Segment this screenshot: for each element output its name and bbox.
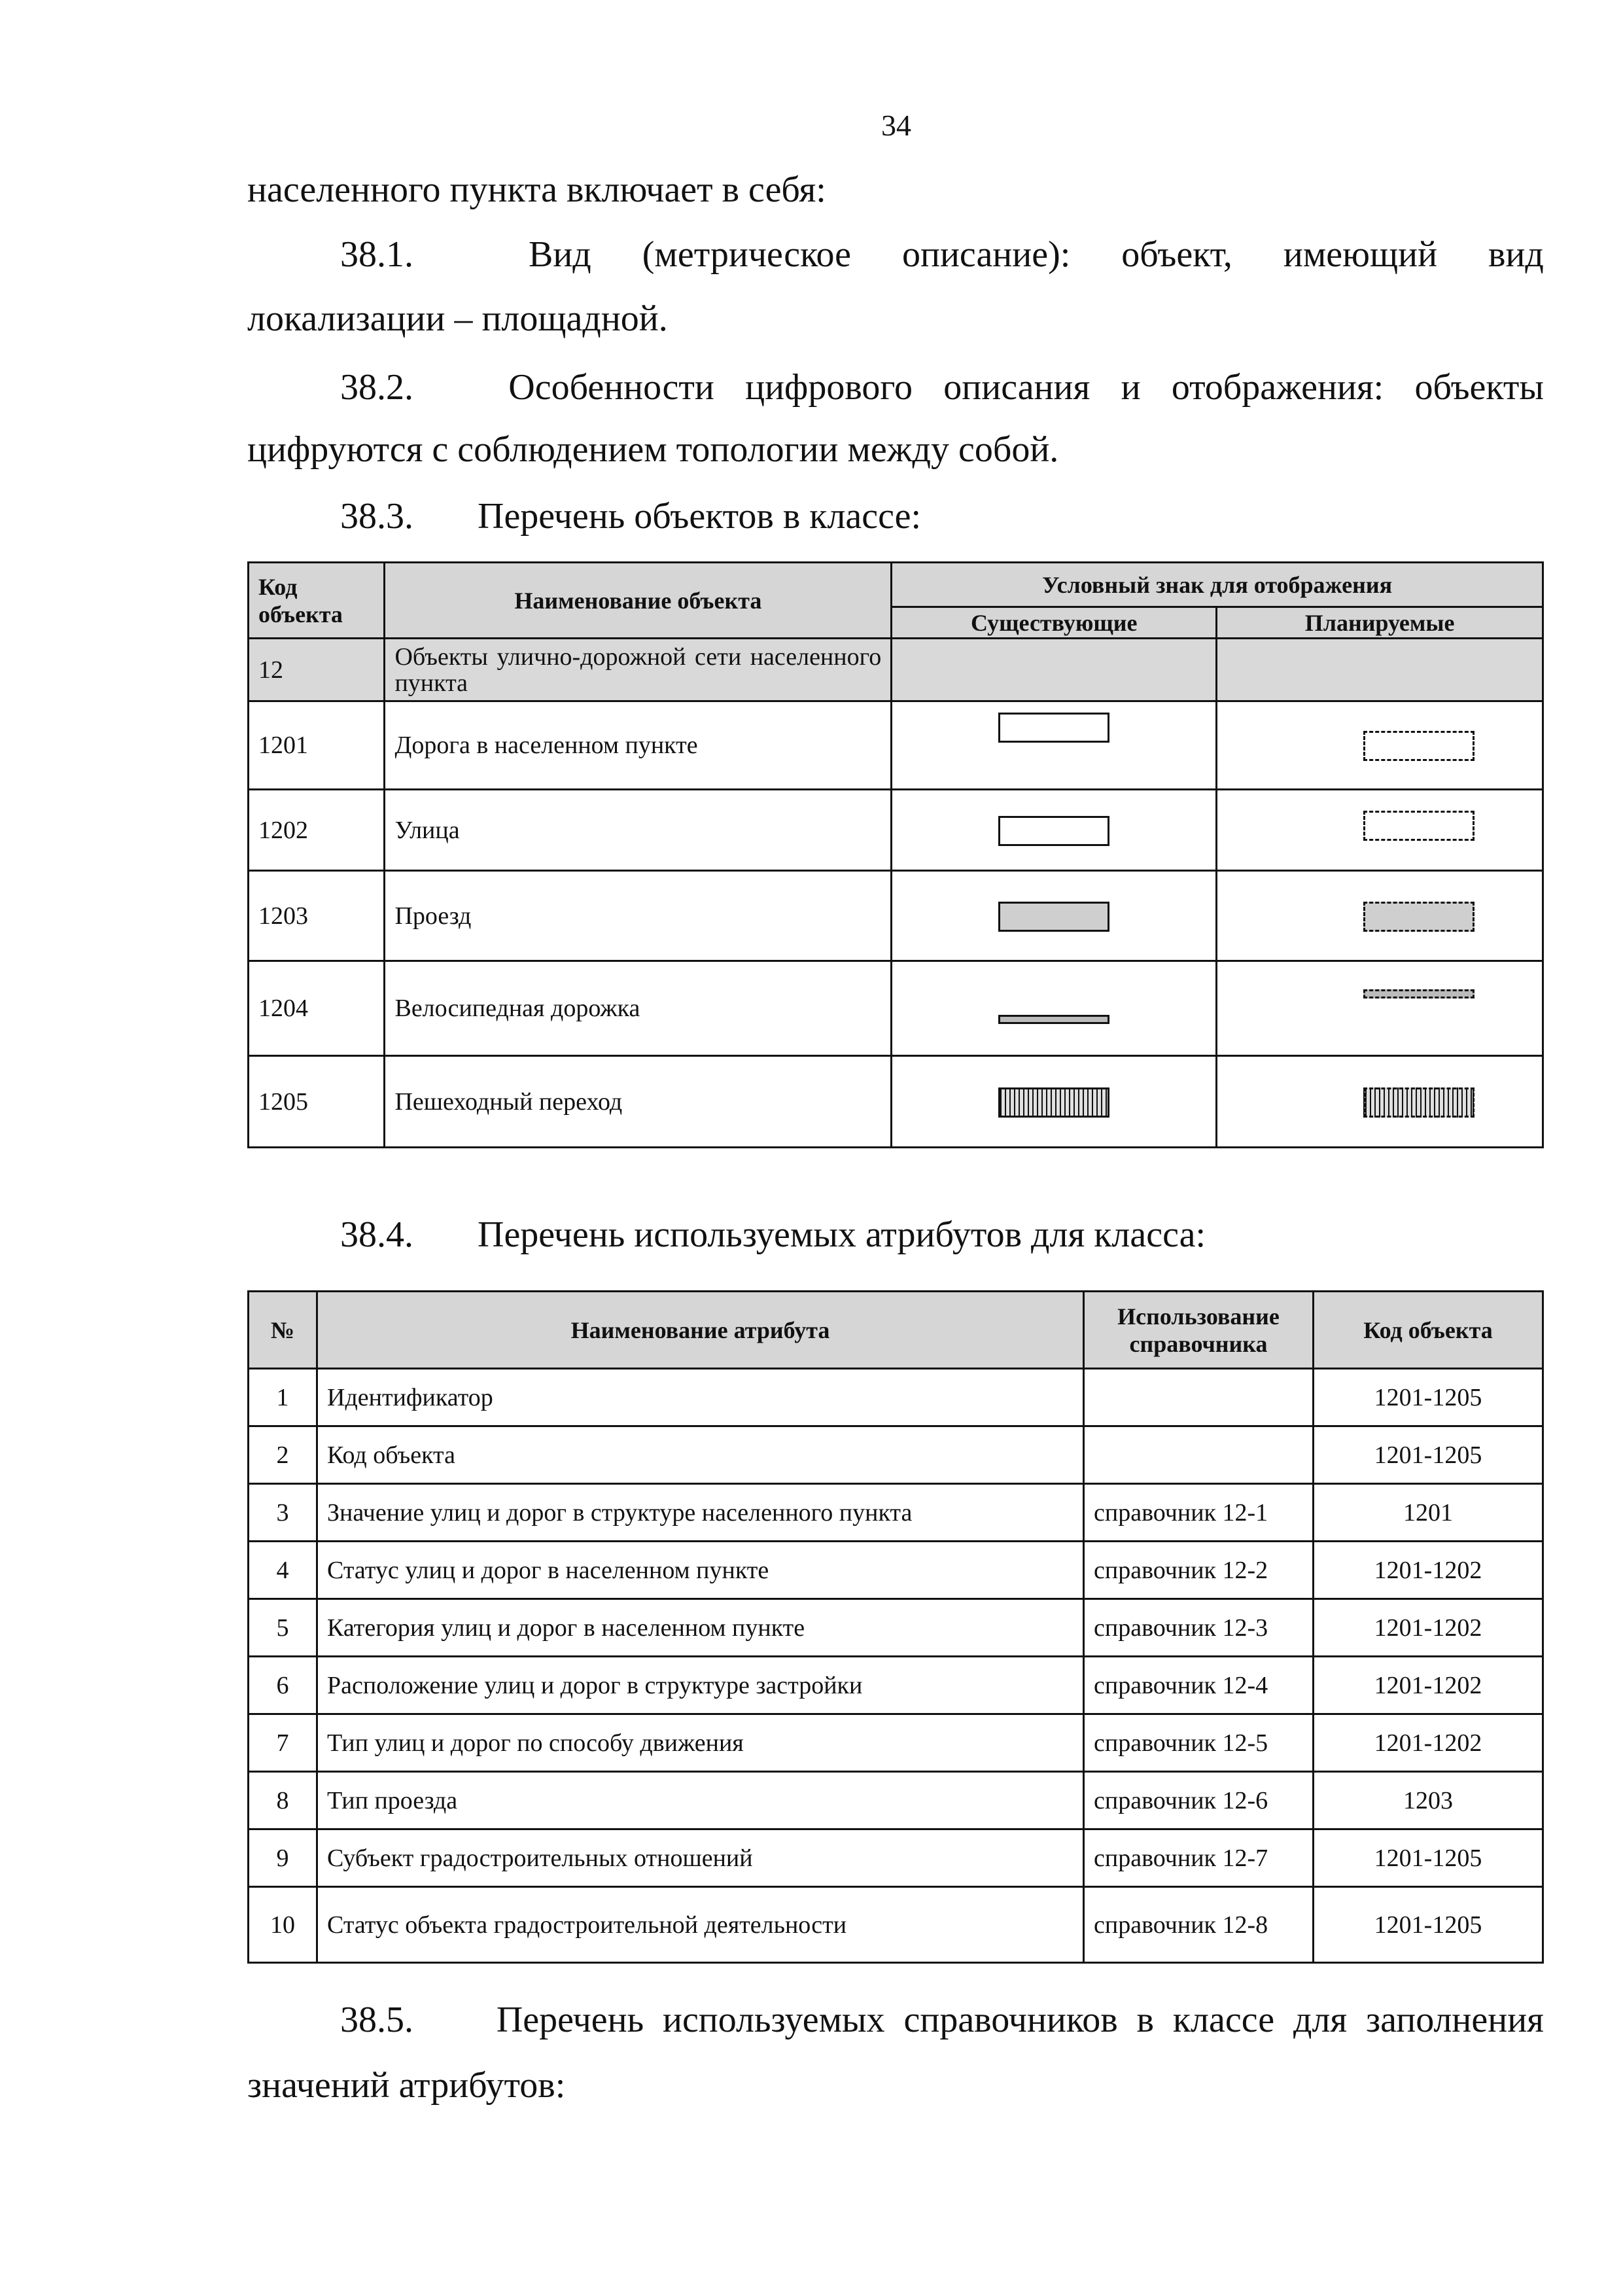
- row-reference: справочник 12-8: [1084, 1887, 1314, 1963]
- para-38-2-line2: цифруются с соблюдением топологии между собой.: [247, 429, 1059, 470]
- para-38-3: [340, 495, 921, 537]
- intro-line: населенного пункта включает в себя:: [247, 169, 826, 210]
- header-attribute-name: Наименование атрибута: [317, 1292, 1084, 1369]
- row-attribute: Идентификатор: [317, 1369, 1084, 1426]
- planned-symbol: [1217, 1056, 1543, 1148]
- para-38-3-text: Перечень объектов в классе:: [478, 496, 922, 537]
- row-name: Улица: [385, 790, 892, 871]
- word: для: [1293, 2000, 1348, 2040]
- row-no: 9: [249, 1829, 317, 1887]
- existing-symbol: [892, 790, 1217, 871]
- table-row: [249, 1714, 1543, 1772]
- word: объект,: [1121, 234, 1232, 275]
- row-name: Проезд: [385, 871, 892, 961]
- word: цифрового: [745, 367, 913, 408]
- row-code: 1201-1202: [1314, 1542, 1543, 1599]
- para-38-3-number: 38.3.: [340, 496, 413, 537]
- word: описание):: [901, 234, 1071, 275]
- row-no: 2: [249, 1426, 317, 1484]
- para-38-1-number: 38.1.: [340, 234, 413, 275]
- dashed-outline-symbol: [1363, 811, 1475, 841]
- table-row: [249, 701, 1543, 790]
- bike-path-symbol: [998, 1015, 1109, 1024]
- row-no: 4: [249, 1542, 317, 1599]
- row-no: 5: [249, 1599, 317, 1657]
- para-38-1-line2: локализации – площадной.: [247, 298, 668, 339]
- row-code: 1205: [249, 1056, 385, 1148]
- row-reference: [1084, 1369, 1314, 1426]
- word: объекты: [1414, 367, 1544, 408]
- table-row: [249, 1887, 1543, 1963]
- word: (метрическое: [642, 234, 851, 275]
- table-row: [249, 1599, 1543, 1657]
- row-code: 1201: [1314, 1484, 1543, 1542]
- row-attribute: Код объекта: [317, 1426, 1084, 1484]
- row-code: 1201: [249, 701, 385, 790]
- row-code: 1202: [249, 790, 385, 871]
- row-code: 1201-1205: [1314, 1369, 1543, 1426]
- row-code: 1204: [249, 961, 385, 1056]
- row-attribute: Тип улиц и дорог по способу движения: [317, 1714, 1084, 1772]
- word: Перечень: [496, 2000, 644, 2040]
- table-row: [249, 1657, 1543, 1714]
- table-row: [249, 1829, 1543, 1887]
- row-code: 1203: [249, 871, 385, 961]
- row-code: 1201-1202: [1314, 1657, 1543, 1714]
- header-reference: Использование справочника: [1084, 1292, 1314, 1369]
- row-attribute: Статус улиц и дорог в населенном пункте: [317, 1542, 1084, 1599]
- solid-outline-symbol: [998, 816, 1109, 846]
- row-reference: справочник 12-3: [1084, 1599, 1314, 1657]
- header-name: Наименование объекта: [385, 563, 892, 639]
- word: и: [1121, 367, 1141, 408]
- table-row: [249, 1542, 1543, 1599]
- word: используемых: [662, 2000, 885, 2040]
- dashed-bike-path-symbol: [1363, 989, 1475, 998]
- row-code: 1201-1202: [1314, 1599, 1543, 1657]
- row-name: Пешеходный переход: [385, 1056, 892, 1148]
- row-reference: справочник 12-2: [1084, 1542, 1314, 1599]
- attributes-table: [247, 1290, 1544, 1964]
- para-38-2-line1: [340, 366, 1544, 408]
- table-row: [249, 871, 1543, 961]
- row-code: 1201-1202: [1314, 1714, 1543, 1772]
- group-planned-cell: [1217, 639, 1543, 701]
- planned-symbol: [1217, 871, 1543, 961]
- row-reference: справочник 12-6: [1084, 1772, 1314, 1829]
- row-name: Дорога в населенном пункте: [385, 701, 892, 790]
- table-row: [249, 1484, 1543, 1542]
- word: имеющий: [1283, 234, 1438, 275]
- word: отображения:: [1171, 367, 1384, 408]
- row-attribute: Статус объекта градостроительной деятельности: [317, 1887, 1084, 1963]
- header-existing: Существующие: [892, 607, 1217, 639]
- group-name: Объекты улично-дорожной сети населенного пункта: [385, 639, 892, 701]
- table-row: [249, 1369, 1543, 1426]
- word: Вид: [528, 234, 591, 275]
- row-no: 8: [249, 1772, 317, 1829]
- row-no: 7: [249, 1714, 317, 1772]
- para-38-2-number: 38.2.: [340, 367, 413, 408]
- row-no: 10: [249, 1887, 317, 1963]
- row-code: 1201-1205: [1314, 1426, 1543, 1484]
- header-code: Код объекта: [249, 563, 385, 639]
- word: заполнения: [1366, 2000, 1544, 2040]
- objects-table: [247, 561, 1544, 1148]
- row-no: 6: [249, 1657, 317, 1714]
- planned-symbol: [1217, 790, 1543, 871]
- row-code: 1201-1205: [1314, 1829, 1543, 1887]
- row-reference: [1084, 1426, 1314, 1484]
- dashed-crosswalk-symbol: [1363, 1087, 1475, 1118]
- row-attribute: Субъект градостроительных отношений: [317, 1829, 1084, 1887]
- crosswalk-symbol: [998, 1087, 1109, 1118]
- para-38-5-line1: [340, 1999, 1544, 2041]
- dashed-outline-symbol: [1363, 731, 1475, 761]
- dashed-filled-symbol: [1363, 902, 1475, 932]
- table-row: [249, 1772, 1543, 1829]
- para-38-4-number: 38.4.: [340, 1214, 413, 1255]
- row-attribute: Значение улиц и дорог в структуре населенного пункта: [317, 1484, 1084, 1542]
- row-reference: справочник 12-4: [1084, 1657, 1314, 1714]
- row-attribute: Расположение улиц и дорог в структуре застройки: [317, 1657, 1084, 1714]
- existing-symbol: [892, 961, 1217, 1056]
- word: Особенности: [508, 367, 714, 408]
- row-reference: справочник 12-7: [1084, 1829, 1314, 1887]
- para-38-5-number: 38.5.: [340, 2000, 413, 2040]
- table-row: [249, 1056, 1543, 1148]
- planned-symbol: [1217, 961, 1543, 1056]
- word: описания: [943, 367, 1091, 408]
- row-attribute: Тип проезда: [317, 1772, 1084, 1829]
- word: в: [1136, 2000, 1154, 2040]
- para-38-4-text: Перечень используемых атрибутов для класса:: [478, 1214, 1206, 1255]
- para-38-5-line2: значений атрибутов:: [247, 2065, 566, 2106]
- header-symbol: Условный знак для отображения: [892, 563, 1543, 607]
- row-code: 1203: [1314, 1772, 1543, 1829]
- planned-symbol: [1217, 701, 1543, 790]
- word: классе: [1172, 2000, 1275, 2040]
- header-no: №: [249, 1292, 317, 1369]
- header-planned: Планируемые: [1217, 607, 1543, 639]
- group-existing-cell: [892, 639, 1217, 701]
- row-attribute: Категория улиц и дорог в населенном пункте: [317, 1599, 1084, 1657]
- row-code: 1201-1205: [1314, 1887, 1543, 1963]
- existing-symbol: [892, 701, 1217, 790]
- para-38-1-line1: [340, 234, 1544, 275]
- para-38-4: [340, 1214, 1206, 1256]
- solid-outline-symbol: [998, 713, 1109, 743]
- existing-symbol: [892, 1056, 1217, 1148]
- word: вид: [1488, 234, 1544, 275]
- row-reference: справочник 12-1: [1084, 1484, 1314, 1542]
- row-no: 1: [249, 1369, 317, 1426]
- table-row: [249, 961, 1543, 1056]
- row-reference: справочник 12-5: [1084, 1714, 1314, 1772]
- group-code: 12: [249, 639, 385, 701]
- row-no: 3: [249, 1484, 317, 1542]
- filled-outline-symbol: [998, 902, 1109, 932]
- word: справочников: [903, 2000, 1118, 2040]
- table-row: [249, 1426, 1543, 1484]
- header-object-code: Код объекта: [1314, 1292, 1543, 1369]
- existing-symbol: [892, 871, 1217, 961]
- row-name: Велосипедная дорожка: [385, 961, 892, 1056]
- table-row: [249, 790, 1543, 871]
- page-number: 34: [881, 109, 911, 142]
